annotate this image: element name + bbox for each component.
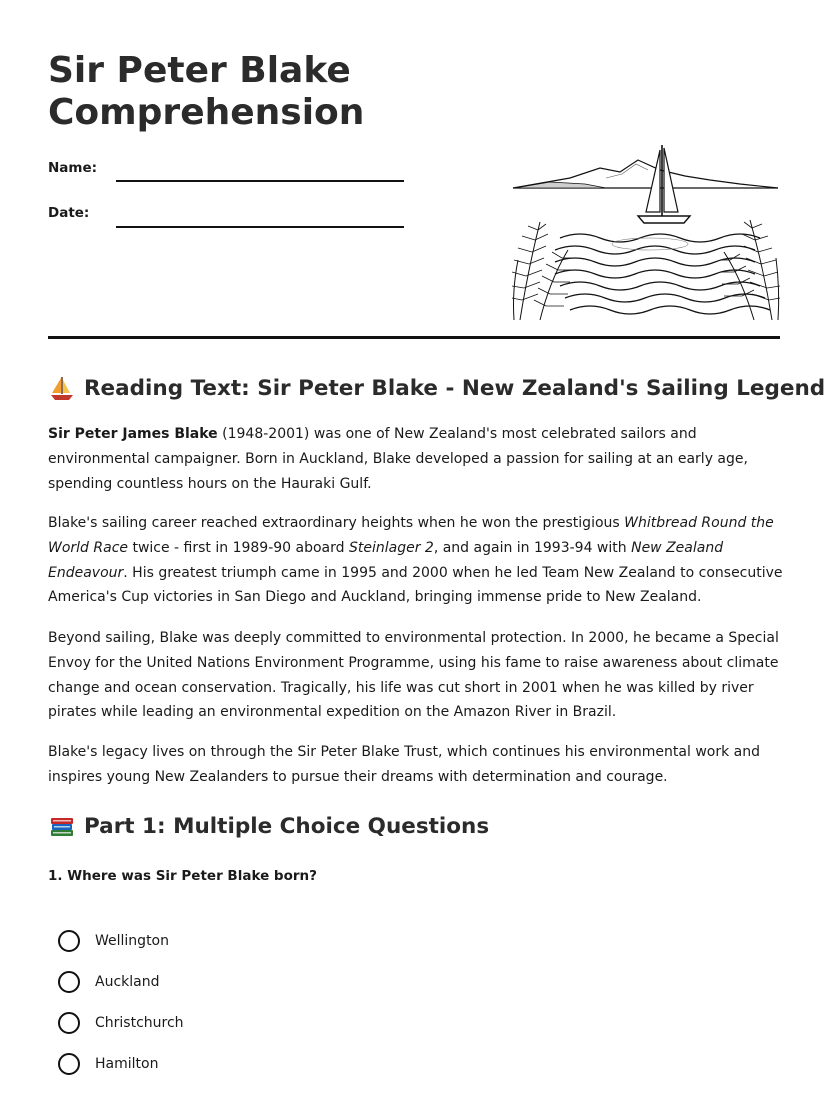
part1-heading [48, 812, 489, 840]
question-1: 1. Where was Sir Peter Blake born? [48, 868, 317, 884]
q1-option-4[interactable] [58, 1053, 158, 1075]
q1-option-2[interactable] [58, 971, 159, 993]
sailboat-icon [638, 145, 690, 223]
sailboat-landscape-illustration [510, 140, 782, 322]
name-label: Name: [48, 160, 98, 176]
q1-option-4-radio[interactable] [58, 1053, 80, 1075]
q1-option-1-radio[interactable] [58, 930, 80, 952]
q1-option-3-radio[interactable] [58, 1012, 80, 1034]
q1-option-3-label[interactable]: Christchurch [95, 1015, 184, 1031]
reading-paragraph-4: Blake's legacy lives on through the Sir Peter Blake Trust, which continues his environmental work and inspires young New Zealanders to pursue their dreams with determination and courage. [48, 744, 760, 785]
books-icon [48, 812, 76, 840]
name-line[interactable] [116, 180, 404, 182]
reading-paragraph-1: Sir Peter James Blake (1948-2001) was one of New Zealand's most celebrated sailors and environmental campaigner. Born in Auckland, Blake developed a passion for sailing at an early age, spending countless hours on the Hauraki Gulf. [48, 426, 748, 492]
q1-option-3[interactable] [58, 1012, 184, 1034]
sailboat-icon [48, 374, 76, 402]
reading-paragraph-3: Beyond sailing, Blake was deeply committed to environmental protection. In 2000, he became a Special Envoy for the United Nations Environment Programme, using his fame to raise awareness about climate change and ocean conservation. Tragically, his life was cut short in 2001 when he was killed by river pirates while leading an environmental expedition on the Amazon River in Brazil. [48, 630, 779, 721]
header-divider [48, 336, 780, 339]
part1-heading-text: Part 1: Multiple Choice Questions [84, 813, 490, 839]
reading-paragraph-2: Blake's sailing career reached extraordinary heights when he won the prestigious Whitbread Round the World Race twice - first in 1989-90 aboard Steinlager 2, and again in 1993-94 with New Zealand Endeavour. His greatest triumph came in 1995 and 2000 when he led Team New Zealand to consecutive America's Cup victories in San Diego and Auckland, bringing immense pride to New Zealand. [48, 515, 783, 606]
page-title [48, 50, 448, 134]
title-line-1: Sir Peter Blake [48, 50, 351, 91]
q1-option-1[interactable] [58, 930, 169, 952]
q1-option-2-radio[interactable] [58, 971, 80, 993]
reading-heading-text: Reading Text: Sir Peter Blake - New Zealand's Sailing Legend [84, 375, 826, 401]
date-label: Date: [48, 205, 90, 221]
q1-option-1-label[interactable]: Wellington [95, 933, 169, 949]
q1-option-2-label[interactable]: Auckland [95, 974, 160, 990]
q1-option-4-label[interactable]: Hamilton [95, 1056, 159, 1072]
title-line-2: Comprehension [48, 92, 365, 133]
reading-heading [48, 374, 825, 402]
date-line[interactable] [116, 226, 404, 228]
